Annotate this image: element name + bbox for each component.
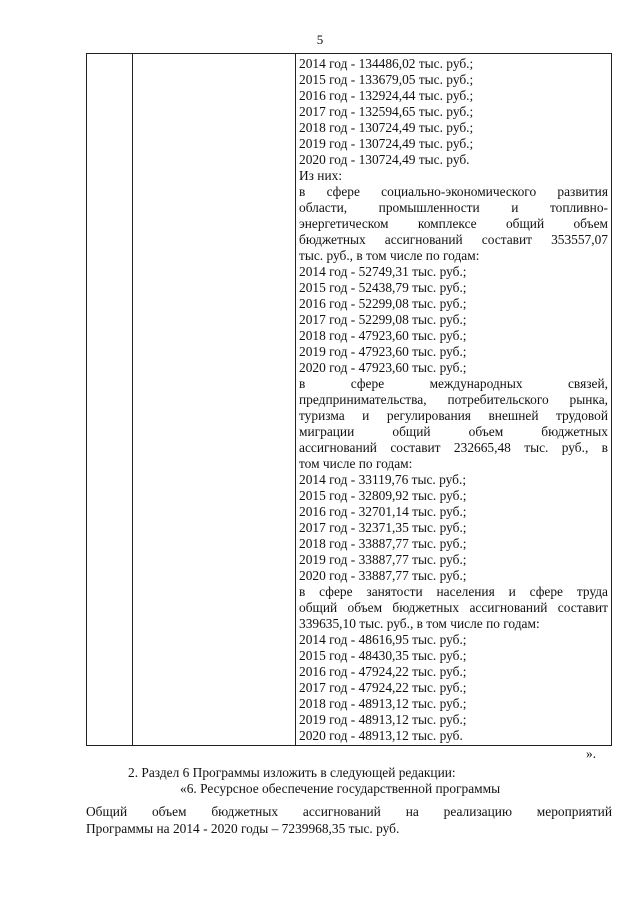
cell-text-line: туризма и регулирования внешней трудовой	[299, 408, 608, 423]
cell-text-line: 2014 год - 48616,95 тыс. руб.;	[299, 632, 467, 647]
cell-text-line: энергетическом комплексе общий объем	[299, 216, 608, 231]
cell-text-line: 2017 год - 32371,35 тыс. руб.;	[299, 520, 467, 535]
cell-text-line: ассигнований составит 232665,48 тыс. руб., в	[299, 440, 608, 455]
cell-text-line: 2017 год - 47924,22 тыс. руб.;	[299, 680, 467, 695]
paragraph-section-6-heading: «6. Ресурсное обеспечение государственной программы	[180, 781, 501, 796]
cell-text-line: 2016 год - 52299,08 тыс. руб.;	[299, 296, 467, 311]
cell-text-line: 2020 год - 47923,60 тыс. руб.;	[299, 360, 467, 375]
cell-text-line: 2015 год - 52438,79 тыс. руб.;	[299, 280, 467, 295]
cell-text-line: в сфере международных связей,	[299, 376, 608, 391]
cell-text-line: 2014 год - 52749,31 тыс. руб.;	[299, 264, 467, 279]
cell-text-line: 2016 год - 132924,44 тыс. руб.;	[299, 88, 474, 103]
resource-table	[86, 53, 612, 746]
cell-text-line: тыс. руб., в том числе по годам:	[299, 248, 480, 263]
cell-text-line: 2020 год - 33887,77 тыс. руб.;	[299, 568, 467, 583]
cell-text-line: том числе по годам:	[299, 456, 413, 471]
cell-text-line: 2014 год - 134486,02 тыс. руб.;	[299, 56, 474, 71]
closing-quote: ».	[586, 746, 597, 761]
cell-text-line: 2015 год - 32809,92 тыс. руб.;	[299, 488, 467, 503]
table-column-divider-1	[132, 54, 133, 745]
paragraph-total-budget-line-1: Общий объем бюджетных ассигнований на реализацию мероприятий	[86, 804, 612, 819]
cell-text-line: 2020 год - 48913,12 тыс. руб.	[299, 728, 463, 743]
cell-text-line: общий объем бюджетных ассигнований составит	[299, 600, 608, 615]
cell-text-line: бюджетных ассигнований составит 353557,07	[299, 232, 608, 247]
cell-text-line: 2018 год - 130724,49 тыс. руб.;	[299, 120, 474, 135]
paragraph-total-budget-line-2: Программы на 2014 - 2020 годы – 7239968,35 тыс. руб.	[86, 821, 400, 836]
page-number: 5	[316, 32, 324, 47]
cell-text-line: 2018 год - 47923,60 тыс. руб.;	[299, 328, 467, 343]
cell-text-line: 339635,10 тыс. руб., в том числе по годам:	[299, 616, 540, 631]
cell-text-line: 2019 год - 47923,60 тыс. руб.;	[299, 344, 467, 359]
table-cell-funding	[299, 56, 608, 744]
cell-text-line: 2020 год - 130724,49 тыс. руб.	[299, 152, 470, 167]
cell-text-line: миграции общий объем бюджетных	[299, 424, 608, 439]
cell-text-line: 2019 год - 48913,12 тыс. руб.;	[299, 712, 467, 727]
cell-text-line: предпринимательства, потребительского рынка,	[299, 392, 608, 407]
cell-text-line: 2018 год - 33887,77 тыс. руб.;	[299, 536, 467, 551]
cell-text-line: 2015 год - 133679,05 тыс. руб.;	[299, 72, 474, 87]
cell-text-line: 2019 год - 130724,49 тыс. руб.;	[299, 136, 474, 151]
cell-text-line: 2019 год - 33887,77 тыс. руб.;	[299, 552, 467, 567]
cell-text-line: 2016 год - 47924,22 тыс. руб.;	[299, 664, 467, 679]
cell-text-line: Из них:	[299, 168, 343, 183]
cell-text-line: 2016 год - 32701,14 тыс. руб.;	[299, 504, 467, 519]
cell-text-line: области, промышленности и топливно-	[299, 200, 608, 215]
cell-text-line: 2017 год - 52299,08 тыс. руб.;	[299, 312, 467, 327]
cell-text-line: 2015 год - 48430,35 тыс. руб.;	[299, 648, 467, 663]
table-column-divider-2	[295, 54, 296, 745]
paragraph-section-6-instruction: 2. Раздел 6 Программы изложить в следующей редакции:	[128, 765, 456, 780]
cell-text-line: 2018 год - 48913,12 тыс. руб.;	[299, 696, 467, 711]
cell-text-line: 2014 год - 33119,76 тыс. руб.;	[299, 472, 467, 487]
cell-text-line: в сфере социально-экономического развития	[299, 184, 608, 199]
cell-text-line: в сфере занятости населения и сфере труда	[299, 584, 608, 599]
cell-text-line: 2017 год - 132594,65 тыс. руб.;	[299, 104, 474, 119]
